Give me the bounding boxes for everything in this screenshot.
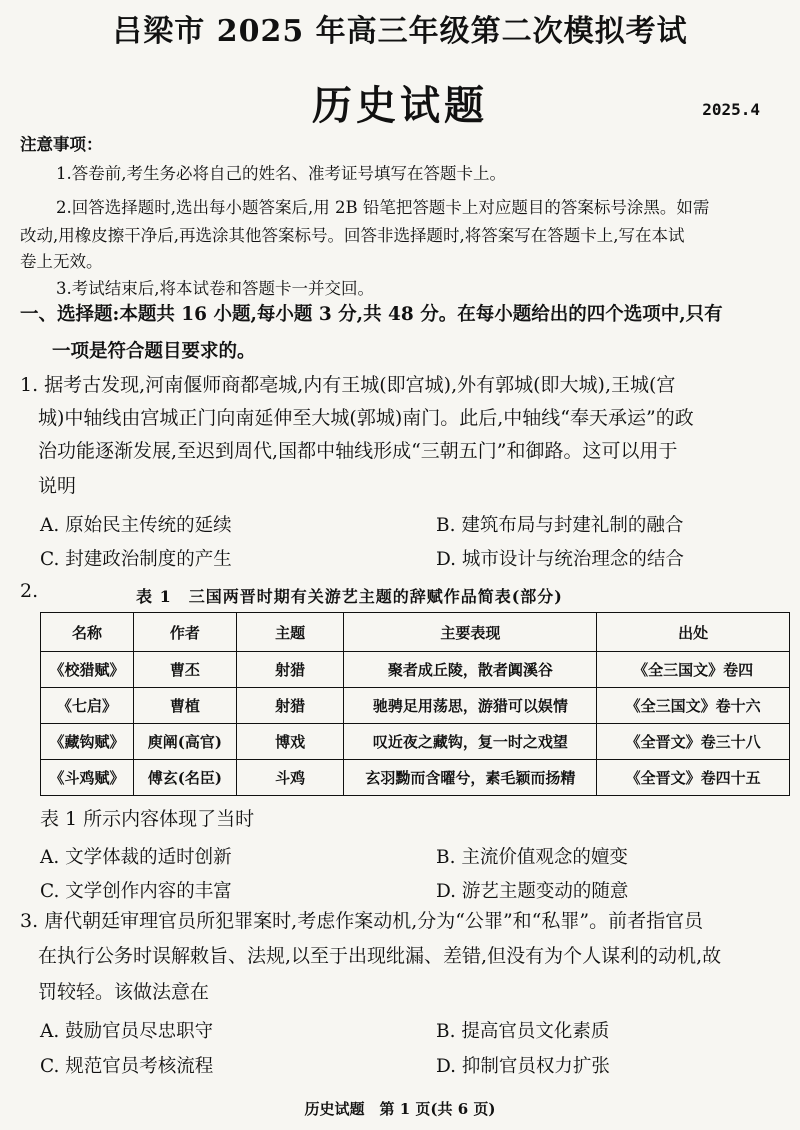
q1-option-b[interactable]: B. 建筑布局与封建礼制的融合 — [436, 515, 684, 536]
table-cell: 斗鸡 — [236, 760, 344, 796]
q2-number: 2. — [20, 580, 39, 602]
table-cell: 《七启》 — [41, 688, 134, 724]
q1-stem-line-1: 1. 据考古发现,河南偃师商都亳城,内有王城(即宫城),外有郭城(即大城),王城(宫 — [20, 374, 676, 396]
table-cell: 曹植 — [133, 688, 236, 724]
q2-option-c[interactable]: C. 文学创作内容的丰富 — [40, 881, 232, 902]
q2-table — [40, 612, 790, 796]
table-cell: 《斗鸡赋》 — [41, 760, 134, 796]
table-cell: 《全晋文》卷三十八 — [597, 724, 790, 760]
q1-option-c[interactable]: C. 封建政治制度的产生 — [40, 549, 232, 570]
table-cell: 《全三国文》卷十六 — [597, 688, 790, 724]
table-cell: 射猎 — [236, 652, 344, 688]
table-cell: 聚者成丘陵，散者阗溪谷 — [344, 652, 597, 688]
q3-stem-line-1: 3. 唐代朝廷审理官员所犯罪案时,考虑作案动机,分为“公罪”和“私罪”。前者指官员 — [20, 910, 704, 932]
q2-option-a[interactable]: A. 文学体裁的适时创新 — [40, 847, 232, 868]
q1-stem-line-4: 说明 — [38, 475, 77, 497]
notice-item-1: 1.答卷前,考生务必将自己的姓名、准考证号填写在答题卡上。 — [56, 164, 506, 183]
table-header-row — [41, 613, 790, 652]
table-cell: 《全三国文》卷四 — [597, 652, 790, 688]
q1-option-d[interactable]: D. 城市设计与统治理念的结合 — [436, 549, 684, 570]
table-header-content: 主要表现 — [344, 613, 597, 652]
table-row — [41, 760, 790, 796]
q1-stem-line-3: 治功能逐渐发展,至迟到周代,国都中轴线形成“三朝五门”和御路。这可以用于 — [38, 440, 678, 462]
q1-option-a[interactable]: A. 原始民主传统的延续 — [40, 515, 232, 536]
notice-item-2-line-2: 改动,用橡皮擦干净后,再选涂其他答案标号。回答非选择题时,将答案写在答题卡上,写在本试 — [20, 226, 685, 245]
q2-stem: 表 1 所示内容体现了当时 — [40, 808, 255, 830]
table-cell: 《藏钩赋》 — [41, 724, 134, 760]
table-header-name: 名称 — [41, 613, 134, 652]
q3-stem-line-3: 罚较轻。该做法意在 — [38, 981, 210, 1003]
q2-table-caption: 表 1 三国两晋时期有关游艺主题的辞赋作品简表(部分) — [136, 587, 563, 606]
table-cell: 《全晋文》卷四十五 — [597, 760, 790, 796]
table-cell: 玄羽黝而含曜兮，素毛颖而扬精 — [344, 760, 597, 796]
table-cell: 驰骋足用荡思，游猎可以娱情 — [344, 688, 597, 724]
section-1-line-2: 一项是符合题目要求的。 — [52, 341, 256, 362]
notice-heading: 注意事项： — [20, 135, 103, 154]
page-footer: 历史试题 第 1 页(共 6 页) — [304, 1100, 496, 1118]
subject-title: 历史试题 — [312, 82, 488, 129]
table-header-theme: 主题 — [236, 613, 344, 652]
section-1-line-1: 一、选择题:本题共 16 小题,每小题 3 分,共 48 分。在每小题给出的四个选项中,只有 — [20, 304, 723, 325]
table-cell: 傅玄(名臣) — [133, 760, 236, 796]
q2-option-d[interactable]: D. 游艺主题变动的随意 — [436, 881, 629, 902]
q3-option-b[interactable]: B. 提高官员文化素质 — [436, 1021, 610, 1042]
q3-stem-line-2: 在执行公务时误解敕旨、法规,以至于出现纰漏、差错,但没有为个人谋利的动机,故 — [38, 945, 722, 967]
exam-date: 2025.4 — [702, 100, 760, 119]
q3-option-c[interactable]: C. 规范官员考核流程 — [40, 1056, 214, 1077]
table-row — [41, 652, 790, 688]
table-row — [41, 688, 790, 724]
table-cell: 叹近夜之藏钩，复一时之戏望 — [344, 724, 597, 760]
table-row — [41, 724, 790, 760]
notice-item-3: 3.考试结束后,将本试卷和答题卡一并交回。 — [56, 279, 374, 298]
q2-option-b[interactable]: B. 主流价值观念的嬗变 — [436, 847, 628, 868]
q3-option-d[interactable]: D. 抑制官员权力扩张 — [436, 1056, 610, 1077]
table-header-source: 出处 — [597, 613, 790, 652]
table-cell: 射猎 — [236, 688, 344, 724]
table-cell: 博戏 — [236, 724, 344, 760]
notice-item-2-line-3: 卷上无效。 — [20, 252, 103, 271]
table-cell: 庾阐(高官) — [133, 724, 236, 760]
notice-item-2-line-1: 2.回答选择题时,选出每小题答案后,用 2B 铅笔把答题卡上对应题目的答案标号涂黑。如需 — [56, 198, 710, 217]
table-header-author: 作者 — [133, 613, 236, 652]
table-cell: 曹丕 — [133, 652, 236, 688]
q3-option-a[interactable]: A. 鼓励官员尽忠职守 — [40, 1021, 214, 1042]
q1-stem-line-2: 城)中轴线由宫城正门向南延伸至大城(郭城)南门。此后,中轴线“奉天承运”的政 — [38, 407, 694, 429]
table-cell: 《校猎赋》 — [41, 652, 134, 688]
exam-title: 吕梁市 2025 年高三年级第二次模拟考试 — [112, 14, 688, 49]
